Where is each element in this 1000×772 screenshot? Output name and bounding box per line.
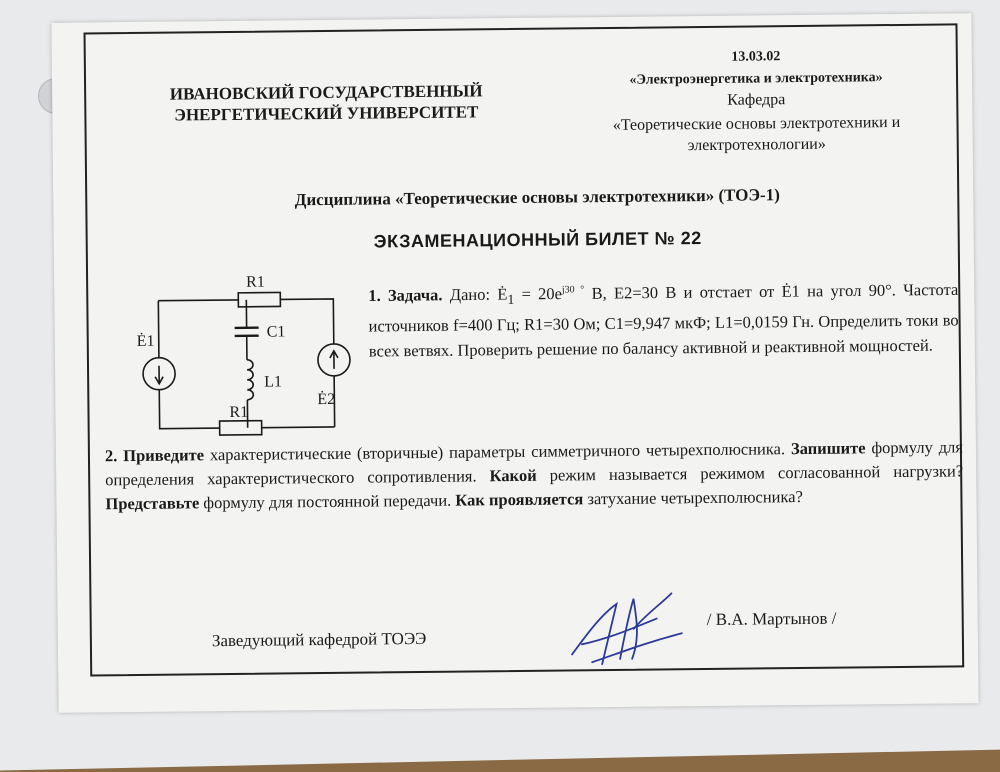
label-r1-bottom: R1 [229, 404, 248, 421]
program-code: 13.03.02 [556, 47, 956, 67]
head-of-department-name: / В.А. Мартынов / [707, 609, 837, 630]
wire-top-left [158, 300, 238, 301]
task-2-keyword-5: Как проявляется [455, 489, 583, 509]
circuit-diagram [128, 264, 355, 441]
exam-ticket [51, 13, 978, 713]
label-e1: Ė1 [137, 332, 155, 350]
wire-left-upper [158, 301, 159, 358]
task-2-keyword-1: Приведите [123, 445, 204, 465]
wire-top-right [280, 299, 333, 345]
task-2-keyword-3: Какой [490, 466, 537, 485]
handwritten-signature [561, 583, 692, 674]
label-r1-top: R1 [246, 274, 265, 291]
department-label: Кафедра [556, 89, 956, 111]
label-l1: L1 [264, 373, 282, 390]
task-2-text-4: формулу для постоянной передачи. [199, 491, 455, 513]
task-2-text-5: затухание четырехполюсника? [583, 487, 803, 508]
resistor-r1-top [238, 292, 280, 306]
task-2-text-2: формулу для определения характеристического сопротивления. [105, 437, 963, 489]
wire-bottom-left [159, 389, 219, 429]
task-1-text: В, E2=30 В и отстает от Ė1 на угол 90°. Частота источников f=400 Гц; R1=30 Ом; C1=9,947 мкФ; L1=0,0159 Гн. Определить токи во всех ветвях. Проверить решение по балансу активной и реактивной мощностей. [369, 280, 959, 360]
program-direction: «Электроэнергетика и электротехника» [556, 69, 956, 89]
task-1-e1-exponent: j30 ° [562, 284, 585, 295]
department-name: «Теоретические основы электротехники и электротехнологии» [556, 111, 956, 157]
label-c1: C1 [267, 323, 286, 340]
task-2-keyword-4: Представьте [105, 493, 199, 513]
task-2-number: 2. [105, 446, 118, 465]
task-1-e1-eq: = 20e [514, 284, 562, 303]
task-1-given: Дано: [450, 285, 498, 304]
ticket-title: ЭКЗАМЕНАЦИОННЫЙ БИЛЕТ № 22 [128, 225, 948, 255]
label-e2: Ė2 [317, 390, 335, 408]
discipline-title: Дисциплина «Теоретические основы электротехники» (ТОЭ-1) [127, 183, 947, 212]
task-2 [105, 435, 964, 516]
task-2-text-1: характеристические (вторичные) параметры симметричного четырехполюсника. [204, 439, 791, 464]
task-1-e1-symbol: Ė [497, 285, 507, 304]
task-1-e1-sub: 1 [507, 292, 514, 307]
ticket-frame [84, 23, 965, 676]
resistor-r1-bottom [220, 421, 262, 435]
university-name: ИВАНОВСКИЙ ГОСУДАРСТВЕННЫЙ ЭНЕРГЕТИЧЕСКИЙ УНИВЕРСИТЕТ [141, 80, 511, 126]
task-2-keyword-2: Запишите [791, 438, 866, 458]
inductor-l1 [247, 360, 253, 400]
task-1 [368, 273, 959, 363]
task-1-number: 1. Задача. [368, 285, 442, 305]
task-2-text-3: режим называется режимом согласованной нагрузки? [537, 461, 964, 484]
head-of-department-label: Заведующий кафедрой ТОЭЭ [212, 629, 427, 651]
wire-bottom-right [262, 427, 335, 428]
